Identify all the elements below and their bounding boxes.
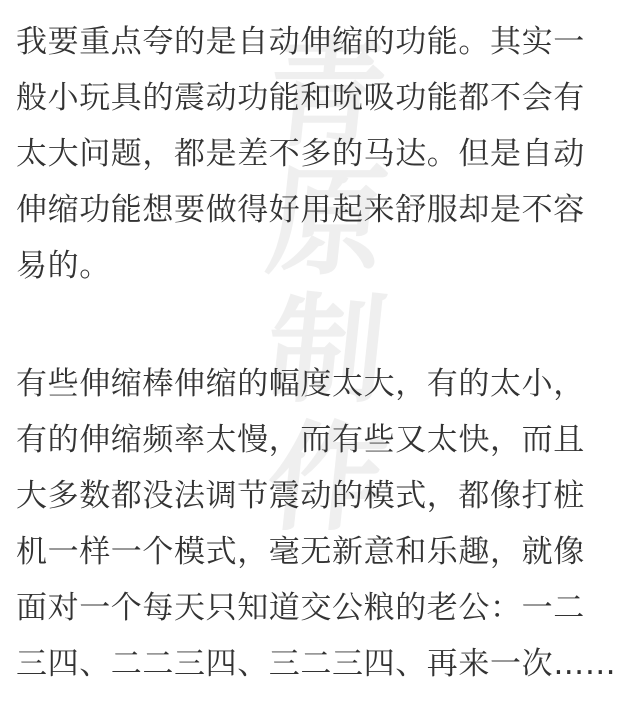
text-line: 大多数都没法调节震动的模式，都像打桩 [16,478,585,514]
text-line: 易的。 [16,248,111,284]
paragraph-1 [16,14,636,294]
text-line: 伸缩功能想要做得好用起来舒服却是不容 [16,192,585,228]
text-line: 三四、二二三四、三二三四、再来一次…… [16,646,617,682]
watermark-char: 青 [260,24,394,163]
text-line: 太大问题，都是差不多的马达。但是自动 [16,136,585,172]
text-line: 般小玩具的震动功能和吮吸功能都不会有 [16,80,585,116]
watermark-char: 作 [260,408,394,547]
paragraph-2 [16,356,636,692]
text-line: 面对一个每天只知道交公粮的老公：一二 [16,590,585,626]
text-line: 机一样一个模式，毫无新意和乐趣，就像 [16,534,585,570]
text-line: 我要重点夸的是自动伸缩的功能。其实一 [16,24,585,60]
watermark-char: 原 [260,152,394,291]
watermark-char: 制 [260,280,394,419]
text-line: 有的伸缩频率太慢，而有些又太快，而且 [16,422,585,458]
text-line: 有些伸缩棒伸缩的幅度太大，有的太小， [16,366,585,402]
